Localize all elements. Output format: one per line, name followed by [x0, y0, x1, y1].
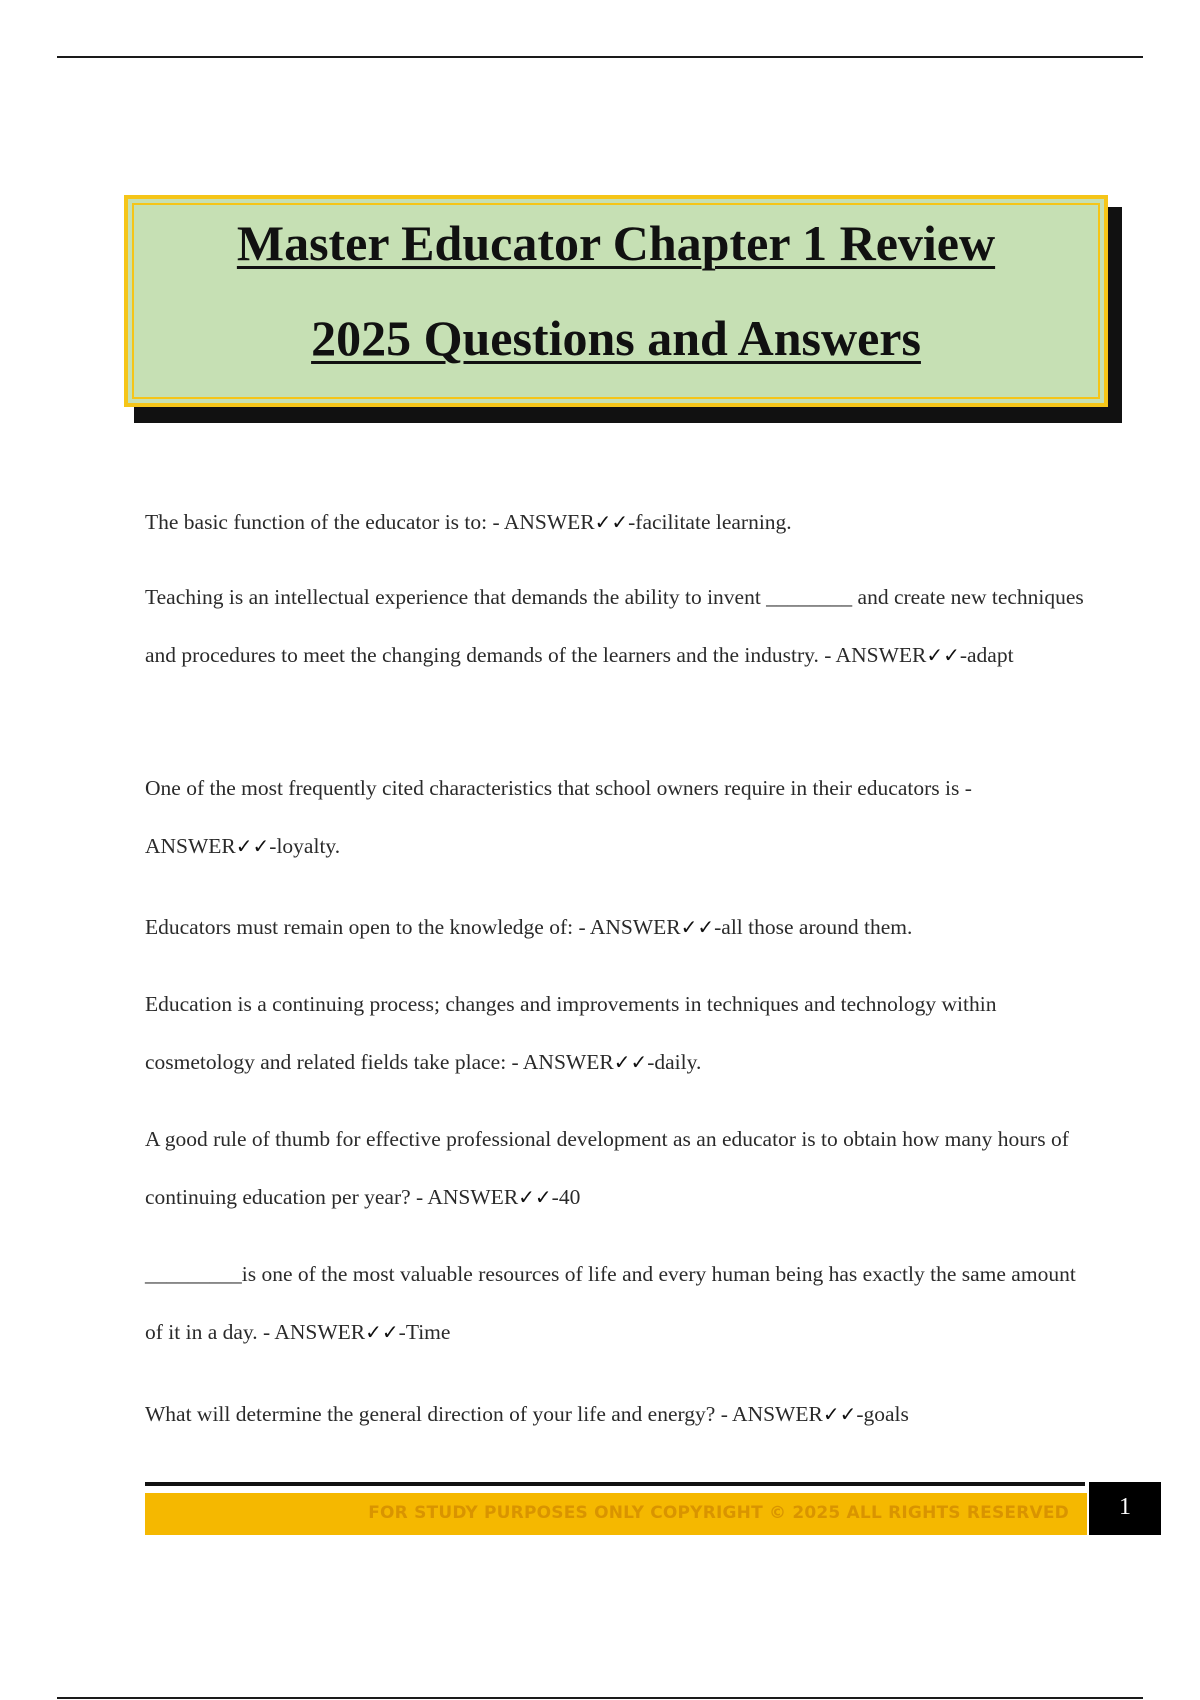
question-text: Educators must remain open to the knowledge of: - ANSWER — [145, 915, 681, 939]
question-text: _________is one of the most valuable resources of life and every human being has exactly the same amount of it in a day. - ANSWER — [145, 1262, 1076, 1344]
title-line-1: Master Educator Chapter 1 Review — [236, 215, 996, 271]
footer-bar — [145, 1493, 1087, 1535]
question-text: The basic function of the educator is to: - ANSWER — [145, 510, 595, 534]
answer-text: -Time — [398, 1320, 451, 1344]
copyright-notice: FOR STUDY PURPOSES ONLY COPYRIGHT © 2025 ALL RIGHTS RESERVED — [368, 1503, 1069, 1523]
answer-text: -all those around them. — [714, 915, 913, 939]
check-icon: ✓✓ — [926, 643, 960, 667]
question-text: A good rule of thumb for effective professional development as an educator is to obtain how many hours of continuing education per year? - ANSWER — [145, 1127, 1069, 1209]
question-text: Teaching is an intellectual experience that demands the ability to invent ________ and create new techniques and procedures to meet the changing demands of the learners and the industry. - ANSWER — [145, 585, 1084, 667]
qa-item — [145, 1110, 1085, 1226]
qa-item — [145, 975, 1085, 1091]
check-icon: ✓✓ — [594, 510, 629, 534]
title-box — [124, 195, 1108, 407]
check-icon: ✓✓ — [613, 1050, 648, 1074]
page-number: 1 — [1089, 1482, 1161, 1535]
question-text: One of the most frequently cited characteristics that school owners require in their educators is - ANSWER — [145, 776, 972, 858]
check-icon: ✓✓ — [365, 1320, 399, 1344]
check-icon: ✓✓ — [235, 834, 270, 858]
answer-text: -goals — [856, 1402, 909, 1426]
qa-item — [145, 898, 1085, 956]
check-icon: ✓✓ — [822, 1402, 857, 1426]
top-rule — [57, 56, 1143, 58]
qa-item — [145, 493, 1085, 551]
qa-item — [145, 759, 1085, 875]
bottom-rule — [57, 1697, 1143, 1699]
answer-text: -loyalty. — [269, 834, 341, 858]
title-line-2: 2025 Questions and Answers — [311, 310, 921, 366]
qa-item — [145, 568, 1085, 684]
qa-item — [145, 1385, 1085, 1443]
question-text: Education is a continuing process; changes and improvements in techniques and technology within cosmetology and related fields take place: - ANSWER — [145, 992, 997, 1074]
check-icon: ✓✓ — [518, 1185, 552, 1209]
answer-text: -daily. — [647, 1050, 702, 1074]
footer-rule — [145, 1482, 1085, 1486]
question-text: What will determine the general direction of your life and energy? - ANSWER — [145, 1402, 823, 1426]
answer-text: -facilitate learning. — [628, 510, 792, 534]
answer-text: -40 — [551, 1185, 581, 1209]
answer-text: -adapt — [959, 643, 1014, 667]
qa-item — [145, 1245, 1085, 1361]
check-icon: ✓✓ — [680, 915, 715, 939]
